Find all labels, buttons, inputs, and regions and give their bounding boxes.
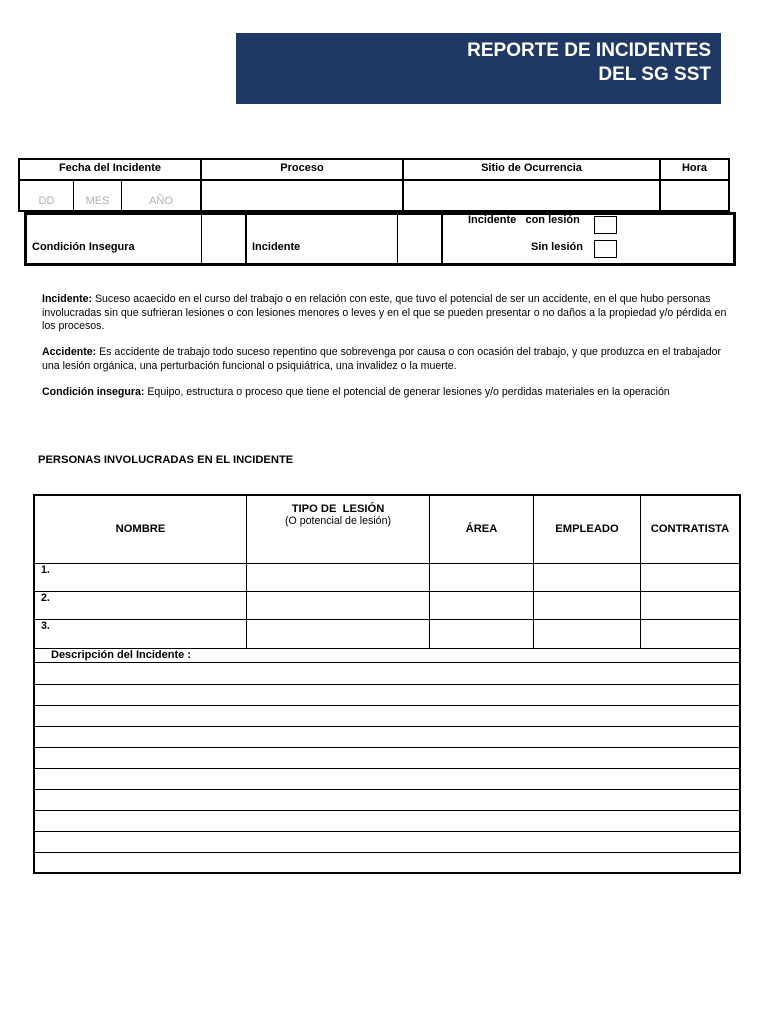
row-number: 3. — [41, 620, 50, 632]
sitio-field[interactable] — [404, 181, 658, 210]
mes-field[interactable]: MES — [85, 195, 110, 207]
sin-lesion-checkbox[interactable] — [594, 240, 617, 258]
divider — [35, 619, 739, 620]
persons-table — [33, 494, 741, 874]
divider — [533, 496, 534, 649]
definicion-text: Suceso acaecido en el curso del trabajo o en relación con este, que tuvo el potencial de ser un accidente, en el que hubo personas involucradas sin que sufrieran lesiones o con lesiones menores o leves y en el que se pueden presentar o no daños a la propiedad y/o pérdida en los procesos. — [42, 293, 727, 332]
report-title-line2: DEL SG SST — [598, 64, 711, 85]
col-tipo-title: TIPO DE LESIÓN — [291, 503, 385, 515]
divider — [35, 563, 739, 564]
divider — [245, 213, 247, 265]
col-nombre-header: NOMBRE — [115, 523, 166, 535]
col-contratista-header: CONTRATISTA — [650, 523, 730, 535]
report-title-banner — [236, 33, 721, 104]
row-number: 2. — [41, 592, 50, 604]
definicion-term: Condición insegura: — [42, 386, 145, 398]
col-area-header: ÁREA — [465, 523, 498, 535]
descripcion-label: Descripción del Incidente : — [51, 649, 191, 661]
divider — [201, 213, 202, 265]
fecha-label: Fecha del Incidente — [58, 162, 162, 174]
divider — [429, 496, 430, 649]
definicion-accidente — [42, 346, 737, 373]
divider — [35, 591, 739, 592]
con-lesion-label: Incidente con lesión — [468, 214, 580, 226]
sitio-label: Sitio de Ocurrencia — [481, 162, 582, 174]
hora-label: Hora — [681, 162, 708, 174]
incidente-label: Incidente — [252, 241, 301, 253]
definicion-term: Incidente: — [42, 293, 93, 305]
definicion-text: Es accidente de trabajo todo suceso repentino que sobrevenga por causa o con ocasión del trabajo, y que produzca en el trabajador una lesión orgánica, una perturbación funcional o psiquiátrica, una invalidez o la muerte. — [42, 346, 722, 372]
report-title-line1: REPORTE DE INCIDENTES — [467, 40, 711, 61]
descripcion-field[interactable] — [35, 663, 739, 872]
divider — [640, 496, 641, 649]
condicion-insegura-checkbox[interactable] — [203, 215, 244, 264]
col-tipo-header — [247, 503, 429, 527]
anio-field[interactable]: AÑO — [149, 195, 173, 207]
sin-lesion-label: Sin lesión — [531, 241, 583, 253]
divider — [397, 213, 398, 265]
definicion-text: Equipo, estructura o proceso que tiene el potencial de generar lesiones y/o perdidas materiales en la operación — [144, 386, 670, 398]
definicion-term: Accidente: — [42, 346, 97, 358]
definicion-condicion — [42, 386, 737, 400]
col-empleado-header: EMPLEADO — [555, 523, 619, 535]
dd-field[interactable]: DD — [38, 195, 55, 207]
incident-type-table — [24, 212, 736, 266]
proceso-label: Proceso — [280, 162, 324, 174]
hora-field[interactable] — [661, 181, 728, 210]
row-number: 1. — [41, 564, 50, 576]
col-tipo-subtitle: (O potencial de lesión) — [285, 515, 391, 527]
condicion-insegura-label: Condición Insegura — [32, 241, 135, 253]
con-lesion-checkbox[interactable] — [594, 216, 617, 234]
section-title: PERSONAS INVOLUCRADAS EN EL INCIDENTE — [38, 454, 294, 466]
proceso-field[interactable] — [202, 181, 401, 210]
definicion-incidente — [42, 293, 737, 334]
incidente-checkbox[interactable] — [399, 215, 440, 264]
divider — [441, 213, 443, 265]
